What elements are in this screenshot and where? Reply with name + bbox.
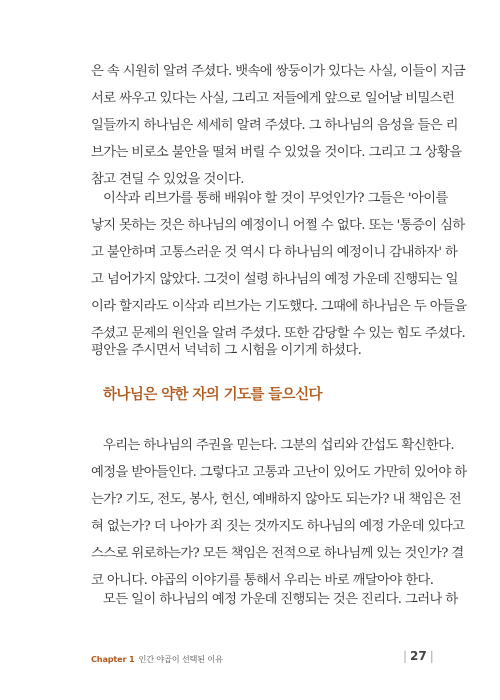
paragraph-line: 서로 싸우고 있다는 사실, 그리고 저들에게 앞으로 일어날 비밀스런 [91, 91, 455, 106]
divider: | [403, 649, 408, 663]
divider: | [429, 649, 434, 663]
paragraph-line: 고 넘어가지 않았다. 그것이 설령 하나님의 예정 가운데 진행되는 일 [91, 272, 458, 287]
paragraph-line: 코 아니다. 야곱의 이야기를 통해서 우리는 바로 깨달아야 한다. [91, 573, 434, 588]
paragraph-line: 예정을 받아들인다. 그렇다고 고통과 고난이 있어도 가만히 있어야 하 [91, 465, 467, 480]
paragraph-line: 참고 견딜 수 있었을 것이다. [91, 172, 244, 187]
paragraph-line: 일들까지 하나님은 세세히 알려 주셨다. 그 하나님의 음성을 들은 리 [91, 118, 458, 133]
paragraph-line: 이삭과 리브가를 통해 배워야 할 것이 무엇인가? 그들은 '아이를 [103, 191, 448, 206]
paragraph-line: 스스로 위로하는가? 모든 책임은 전적으로 하나님께 있는 것인가? 결 [91, 546, 464, 561]
paragraph-line: 고 불안하며 고통스러운 것 역시 다 하나님의 예정이니 감내하자' 하 [91, 245, 458, 260]
paragraph-line: 는가? 기도, 전도, 봉사, 헌신, 예배하지 않아도 되는가? 내 책임은 전 [91, 492, 461, 507]
paragraph-line: 낳지 못하는 것은 하나님의 예정이니 어쩔 수 없다. 또는 '통증이 심하 [91, 218, 465, 233]
paragraph-line: 브가는 비로소 불안을 떨쳐 버릴 수 있었을 것이다. 그리고 그 상황을 [91, 145, 462, 160]
section-heading: 하나님은 약한 자의 기도를 들으신다 [103, 387, 322, 403]
page-number-block [400, 649, 437, 663]
paragraph-line: 은 속 시원히 알려 주셨다. 뱃속에 쌍둥이가 있다는 사실, 이들이 지금 [91, 64, 466, 79]
chapter-label: Chapter 1 [91, 654, 135, 664]
paragraph-line: 평안을 주시면서 넉넉히 그 시험을 이기게 하셨다. [91, 343, 362, 358]
paragraph-line: 주셨고 문제의 원인을 알려 주셨다. 또한 감당할 수 있는 힘도 주셨다. [91, 326, 466, 341]
chapter-title: 인간 야곱이 선택된 이유 [138, 654, 223, 664]
page-number: 27 [410, 649, 427, 663]
paragraph-line: 혀 없는가? 더 나아가 죄 짓는 것까지도 하나님의 예정 가운데 있다고 [91, 519, 465, 534]
paragraph-line: 모든 일이 하나님의 예정 가운데 진행되는 것은 진리다. 그러나 하 [103, 592, 458, 607]
paragraph-line: 이라 할지라도 이삭과 리브가는 기도했다. 그때에 하나님은 두 아들을 [91, 299, 467, 314]
paragraph-line: 우리는 하나님의 주권을 믿는다. 그분의 섭리와 간섭도 확신한다. [103, 438, 455, 453]
running-footer [91, 654, 223, 665]
